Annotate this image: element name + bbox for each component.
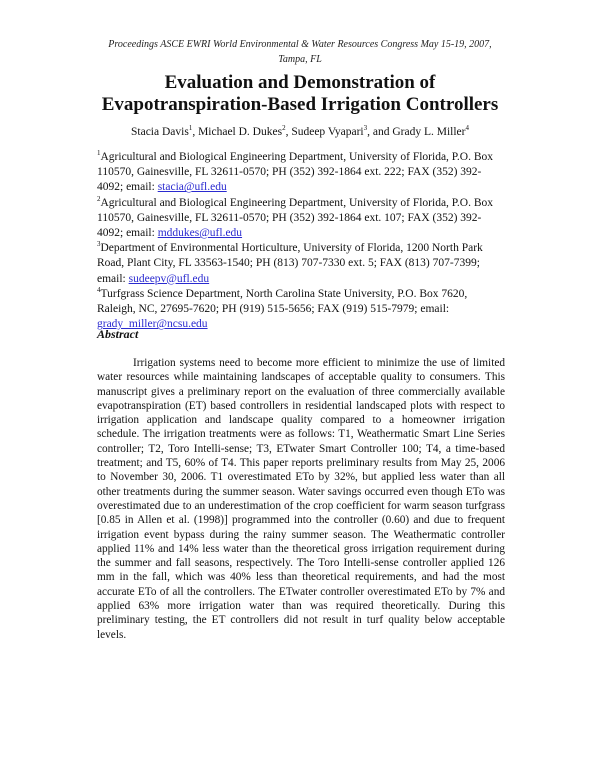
author-list <box>40 125 560 139</box>
affiliation-sup: 3 <box>97 240 101 249</box>
affiliation <box>97 150 507 196</box>
affiliation-sup: 4 <box>97 286 101 294</box>
affiliations <box>97 150 507 332</box>
author-sup: 1 <box>188 124 193 133</box>
running-header-line2: Tampa, FL <box>278 54 322 65</box>
affiliation-text: Department of Environmental Horticulture, University of Florida, 1200 North Park Road, Plant City, FL 33563-1540; PH (813) 707-7330 ext. 5; FAX (813) 707-7399; email: <box>97 242 483 285</box>
affiliation-sup: 1 <box>97 149 101 158</box>
paper-title-line1: Evaluation and Demonstration of <box>164 72 436 93</box>
author-name: Grady L. Miller <box>392 126 466 138</box>
email-link[interactable]: stacia@ufl.edu <box>157 181 227 194</box>
author-sup: 2 <box>282 124 286 133</box>
abstract-heading: Abstract <box>97 327 139 341</box>
author-sup: 3 <box>363 124 368 133</box>
author-sep: , <box>192 126 199 138</box>
affiliation-sup: 2 <box>97 194 101 203</box>
affiliation-text: Agricultural and Biological Engineering Department, University of Florida, P.O. Box 110570, Gainesville, FL 32611-0570; PH (352) 392-1864 ext. 222; FAX (352) 392-4092; email: <box>97 151 494 194</box>
author-name: Sudeep Vyapari <box>291 126 364 138</box>
email-link[interactable]: mddukes@ufl.edu <box>157 227 243 240</box>
author-sup: 4 <box>465 124 469 133</box>
running-header-line1: Proceedings ASCE EWRI World Environmental & Water Resources Congress May 15-19, 2007, <box>108 39 492 50</box>
abstract-body: Irrigation systems need to become more efficient to minimize the use of limited water resources while maintaining landscapes of acceptable quality to consumers. This manuscript gives a preliminary report on the evaluation of three commercially available evapotranspiration (ET) based controllers in residential landscaped plots with respect to irrigation application and landscape quality compared to a homeowner irrigation schedule. The irrigation treatments were as follows: T1, Weathermatic Smart Line Series controller; T2, Toro Intelli-sense; T3, ETwater Smart Controller 100; T4, a time-based treatment; and T5, 60% of T4. This paper reports preliminary results from May 25, 2006 to November 30, 2006. T1 overestimated ETo by 32%, but applied less water than all other treatments during the summer season. Water savings occurred even though ETo was overestimated due to an underestimation of the crop coefficient for warm season turfgrass [0.85 in Allen et al. (1998)] programmed into the controller (0.60) and due to frequent irrigation event bypass during the rainy summer season. The Weathermatic controller applied 11% and 14% less water than the theoretical gross irrigation requirement during the summer and fall seasons, respectively. The Toro Intelli-sense controller applied 126 mm in the fall, which was 40% less than theoretical requirements, and had the most accurate ETo of all the controllers. The ETwater controller overestimated ETo by 7% and applied 63% more irrigation water than was required theoretically. During this preliminary testing, the ET controllers did not result in turf quality below acceptable levels. <box>97 357 505 641</box>
author-name: Michael D. Dukes <box>198 126 283 138</box>
author-sep: , and <box>367 126 393 138</box>
affiliation <box>97 287 507 333</box>
email-link[interactable]: sudeepv@ufl.edu <box>128 272 210 285</box>
running-header <box>60 37 540 67</box>
affiliation-text: Turfgrass Science Department, North Carolina State University, P.O. Box 7620, Raleigh, NC, 27695-7620; PH (919) 515-5656; FAX (919) 515-7979; email: <box>97 287 468 316</box>
affiliation-text: Agricultural and Biological Engineering Department, University of Florida, P.O. Box 110570, Gainesville, FL 32611-0570; PH (352) 392-1864 ext. 107; FAX (352) 392-4092; email: <box>97 196 494 240</box>
paper-title-line2: Evapotranspiration-Based Irrigation Controllers <box>101 94 499 115</box>
affiliation <box>97 241 507 287</box>
affiliation <box>97 196 507 242</box>
author-sep: , <box>285 126 292 138</box>
email-link[interactable]: grady_miller@ncsu.edu <box>97 318 208 331</box>
author-name: Stacia Davis <box>131 126 189 138</box>
paper-title <box>40 72 560 116</box>
